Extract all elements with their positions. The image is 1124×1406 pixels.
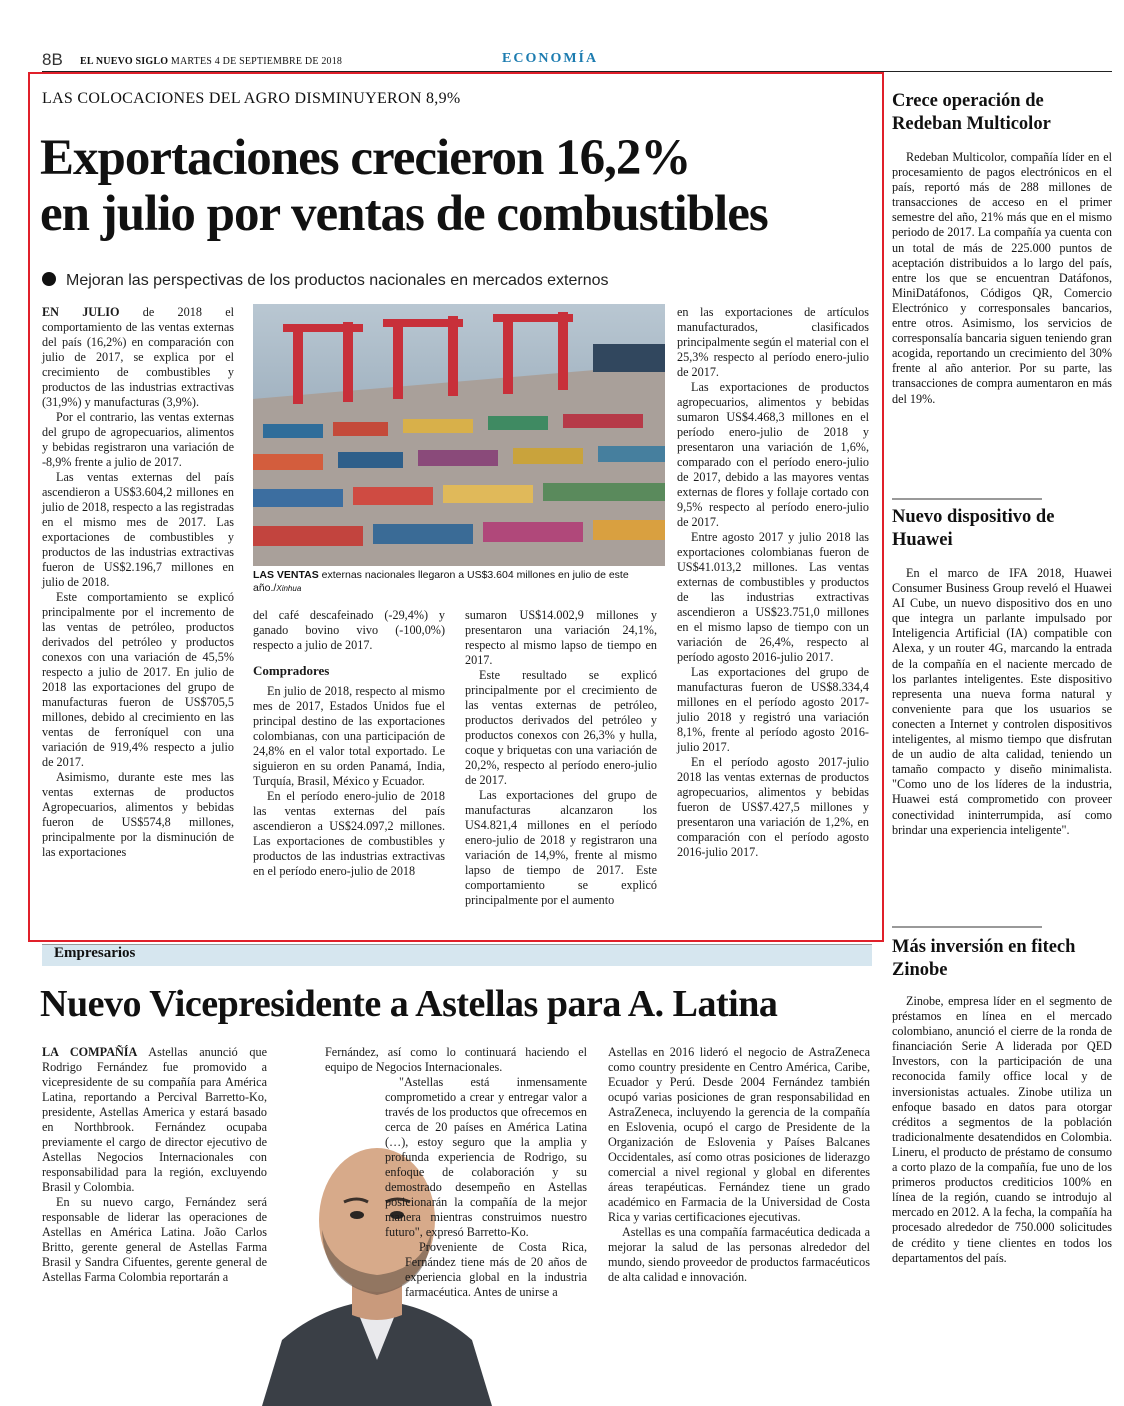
paragraph: Este resultado se explicó principalmente por el crecimiento de las ventas externas de petróleo, productos derivados del petróleo y productos conexos con 26,3% y hulla, coque y briquetas con una variación de 20,2%, respecto al período enero-julio de 2017. — [465, 668, 657, 787]
paragraph: Astellas en 2016 lideró el negocio de AstraZeneca como country presidente en Centro América, Caribe, Ecuador y Perú. Desde 2004 Fernández también ocupó varias posiciones de gran responsabilidad en AstraZeneca, incluyendo la gerencia de la compañía en Eslovenia, ocupó el cargo de Presidente de la Organización de Eslovenia y Países Balcanes Occidentales, así como otras posiciones de liderazgo comercial a nivel regional y global en diferentes áreas terapéuticas. Fernández tiene un grado académico en Farmacia de la Universidad de Costa Rica y varias certificaciones ejecutivas. — [608, 1045, 870, 1224]
page-number: 8B — [42, 50, 63, 69]
paragraph: Proveniente de Costa Rica, Fernández tiene más de 20 años de experiencia global en la industria farmacéutica. Antes de unirse a — [405, 1240, 587, 1299]
newspaper-name — [80, 56, 342, 67]
port-containers-photo — [253, 304, 665, 566]
sidebar-body-zinobe — [892, 994, 1112, 1266]
bullet-icon — [42, 272, 56, 286]
paragraph: Astellas es una compañía farmacéutica dedicada a mejorar la salud de las personas alrededor del mundo, siendo proveedor de productos farmacéuticos de alta calidad e innovación. — [608, 1225, 870, 1284]
article-subhead — [42, 272, 609, 290]
paragraph: Asimismo, durante este mes las ventas externas de productos Agropecuarios, alimentos y bebidas fueron de US$574,8 millones, principalmente por la disminución de las exportaciones — [42, 770, 234, 859]
issue-date: MARTES 4 DE SEPTIEMBRE DE 2018 — [170, 56, 343, 67]
port-photo-illustration — [253, 304, 665, 566]
article2-column-2 — [325, 1045, 587, 1300]
sidebar-body-redeban — [892, 150, 1112, 407]
paragraph: Las exportaciones del grupo de manufacturas alcanzaron los US4.821,4 millones en el período enero-julio de 2018 y registraron una variación de 14,9%, frente al mismo lapso de tiempo de 2017. Este comportamiento se explicó principalmente por el aumento — [465, 788, 657, 907]
paragraph: Zinobe, empresa líder en el segmento de préstamos en línea en el mercado colombiano, anunció el cierre de la ronda de financiación Serie A liderada por QED Investors, con la participación de una reconocida family office local y de inversionistas actuales. Zinobe utiliza un enfoque basado en datos para otorgar créditos a segmentos de la población tradicionalmente desatendidos en Colombia. Lineru, el producto de préstamo de consumo a corto plazo de la compañía, fue uno de los primeros productos crediticios 100% en línea de la región, cuando se introdujo al mercado en 2012. A la fecha, la compañía ha procesado alrededor de 750.000 solicitudes de crédito y tiene clientes en todos los departamentos del país. — [892, 994, 1112, 1265]
paragraph: Fernández, así como lo continuará haciendo el equipo de Negocios Internacionales. — [325, 1045, 587, 1074]
article-column-4 — [677, 305, 869, 860]
paragraph: "Astellas está inmensamente comprometido a crear y entregar valor a través de los productos que ofrecemos en cerca de 20 países en América Latina (…), estoy seguro que la amplia y profunda experiencia de Rodrigo, su enfoque de colaboración y su demostrado desempeño en Astellas posicionarán la compañía de la mejor manera mientras construimos nuestro futuro", expresó Barretto-Ko. — [385, 1075, 587, 1239]
headline-line-2: en julio por ventas de combustibles — [40, 186, 768, 242]
photo-caption — [253, 569, 665, 595]
paragraph: Las ventas externas del país ascendieron a US$3.604,2 millones en julio de 2018, respecto a las registradas en el mismo mes de 2017. Las exportaciones de combustibles y productos de las industrias extractivas fueron de US$2.196,7 millones en julio de 2018. — [42, 470, 234, 589]
lead-in: EN JULIO — [42, 305, 120, 319]
article-column-1 — [42, 305, 234, 860]
paragraph: En el período enero-julio de 2018 las ventas externas del país ascendieron a US$24.097,2 millones. Las exportaciones de combustibles y productos de las industrias extractivas en el período enero-julio de 2018 — [253, 789, 445, 878]
paragraph: En el período agosto 2017-julio 2018 las ventas externas de productos agropecuarios, alimentos y bebidas fueron de US$7.427,5 millones y presentaron una variación de 1,2%, en comparación con el período agosto 2016-julio 2017. — [677, 755, 869, 859]
paragraph: sumaron US$14.002,9 millones y presentaron una variación 24,1%, respecto al mismo lapso de tiempo en 2017. — [465, 608, 657, 667]
paragraph: En julio de 2018, respecto al mismo mes de 2017, Estados Unidos fue el principal destino de las exportaciones colombianas, con una participación de 24,8% en el valor total exportado. Le siguieron en su orden Panamá, India, Turquía, Brasil, México y Ecuador. — [253, 684, 445, 788]
caption-lead: LAS VENTAS — [253, 569, 319, 581]
article-column-2 — [253, 608, 445, 879]
article-headline — [40, 130, 870, 242]
section-heading: Compradores — [253, 663, 330, 678]
paragraph: Redeban Multicolor, compañía líder en el procesamiento de pagos electrónicos en el país, reportó más de 288 millones de transacciones de acceso en el primer semestre del año, 21% más que en el mismo periodo de 2017. La compañía ya cuenta con un total de más de 225.000 puntos de aceptación distribuidos a lo largo del país, entre los que se encuentran Datáfonos, MiniDatáfonos, Códigos QR, Comercio Electrónico y corresponsales bancarios, entre otros. Asimismo, los servicios de corresponsalía bancaria siguen teniendo gran acogida, reportando un crecimiento del 30% frente al año anterior. Por su parte, las transacciones de compra aumentaron en más del 19%. — [892, 150, 1112, 406]
headline-line-1: Exportaciones crecieron 16,2% — [40, 130, 691, 186]
lead-in: LA COMPAÑÍA — [42, 1045, 138, 1059]
sidebar-title-zinobe: Más inversión en fitech Zinobe — [892, 937, 1076, 980]
masthead — [42, 50, 1112, 72]
article-column-3 — [465, 608, 657, 908]
paragraph: Astellas anunció que Rodrigo Fernández fue promovido a vicepresidente de su compañía para América Latina, reportando a Percival Barretto-Ko, presidente, Astellas America y estará basado en Northbrook. Fernández ocupaba previamente el cargo de director ejecutivo de Astellas Negocios Internacionales con responsabilidad para la región, excluyendo Brasil y Colombia. — [42, 1045, 267, 1194]
section-name: ECONOMÍA — [502, 51, 599, 66]
article2-column-3 — [608, 1045, 870, 1285]
paragraph: Entre agosto 2017 y julio 2018 las exportaciones colombianas fueron de US$41.013,2 millones. Las ventas externas de combustibles y productos de las industrias extractivas ascendieron a US$23.751,0 millones en el mismo lapso de tiempo con un variación de 26,4%, respecto al período agosto 2016-julio 2017. — [677, 530, 869, 664]
divider — [892, 498, 1042, 500]
section-band — [42, 944, 872, 966]
subhead-text: Mejoran las perspectivas de los productos nacionales en mercados externos — [66, 272, 609, 289]
paragraph: En el marco de IFA 2018, Huawei Consumer Business Group reveló el Huawei AI Cube, un nuevo dispositivo dos en uno que integra un parlante impulsado por Inteligencia Artificial (IA) compatible con Alexa, y un router 4G, marcando la entrada de la compañía en el naciente mercado de los parlantes inteligentes. Este dispositivo representa una nueva forma natural y conveniente para que los usuarios se conecten a Internet y controlen dispositivos inteligentes, al mismo tiempo que disfrutan de un audio de alta calidad, teniendo un tamaño compacto y diseño minimalista. "Como uno de los líderes de la industria, Huawei está comprometido con proveer conectividad ininterrumpida, así como brindar una experiencia inteligente". — [892, 566, 1112, 837]
sidebar-title-redeban: Crece operación de Redeban Multicolor — [892, 91, 1051, 134]
paragraph: Las exportaciones del grupo de manufacturas fueron de US$8.334,4 millones en el período agosto 2017-julio 2018 y registró una variación 8,1%, frente al período agosto 2016-julio 2017. — [677, 665, 869, 754]
divider — [892, 926, 1042, 928]
article2-column-1 — [42, 1045, 267, 1285]
sidebar-title-huawei: Nuevo dispositivo de Huawei — [892, 507, 1055, 550]
article-headline-2: Nuevo Vicepresidente a Astellas para A. Latina — [40, 983, 778, 1025]
paragraph: En su nuevo cargo, Fernández será responsable de liderar las operaciones de Astellas en América Latina. João Carlos Britto, gerente general de Astellas Farma Brasil y Sandra Cifuentes, gerente general de Astellas Farma Colombia reportarán a — [42, 1195, 267, 1284]
sidebar-body-huawei — [892, 566, 1112, 838]
paragraph: Las exportaciones de productos agropecuarios, alimentos y bebidas sumaron US$4.468,3 millones en el período enero-julio de 2018 y presentaron una variación de 1,6%, comparado con el período enero-julio de 2017, debido a las mayores ventas externas de flores y follaje cortado con 9,5% respecto al período enero-julio de 2017. — [677, 380, 869, 529]
paragraph: en las exportaciones de artículos manufacturados, clasificados principalmente según el material con el 25,3% respecto al período enero-julio de 2017. — [677, 305, 869, 379]
paragraph: Este comportamiento se explicó principalmente por el incremento de las ventas de petróleo, productos derivados del petróleo y productos conexos con una variación de 45,5% respecto a julio de 2017. En julio de 2018 las exportaciones del grupo de manufacturas fueron de US$705,5 millones, debido al crecimiento en las ventas de ferroníquel con una variación de 919,4% respecto a julio de 2017. — [42, 590, 234, 769]
newspaper-title: EL NUEVO SIGLO — [80, 56, 169, 67]
photo-credit: Xinhua — [276, 584, 302, 593]
caption-text: externas nacionales llegaron a US$3.604 millones en julio de este año./ — [253, 569, 629, 594]
band-label: Empresarios — [54, 945, 136, 961]
paragraph: del café descafeinado (-29,4%) y ganado bovino vivo (-100,0%) respecto a julio de 2017. — [253, 608, 445, 652]
article-kicker: LAS COLOCACIONES DEL AGRO DISMINUYERON 8,9% — [42, 90, 461, 107]
paragraph: Por el contrario, las ventas externas del grupo de agropecuarios, alimentos y bebidas registraron una variación de -8,9% frente a julio de 2017. — [42, 410, 234, 469]
paragraph: de 2018 el comportamiento de las ventas externas del país (16,2%) en comparación con julio de 2017, se explica por el crecimiento de combustibles y productos de las industrias extractivas (31,9%) y manufacturas (3,9%). — [42, 305, 234, 409]
